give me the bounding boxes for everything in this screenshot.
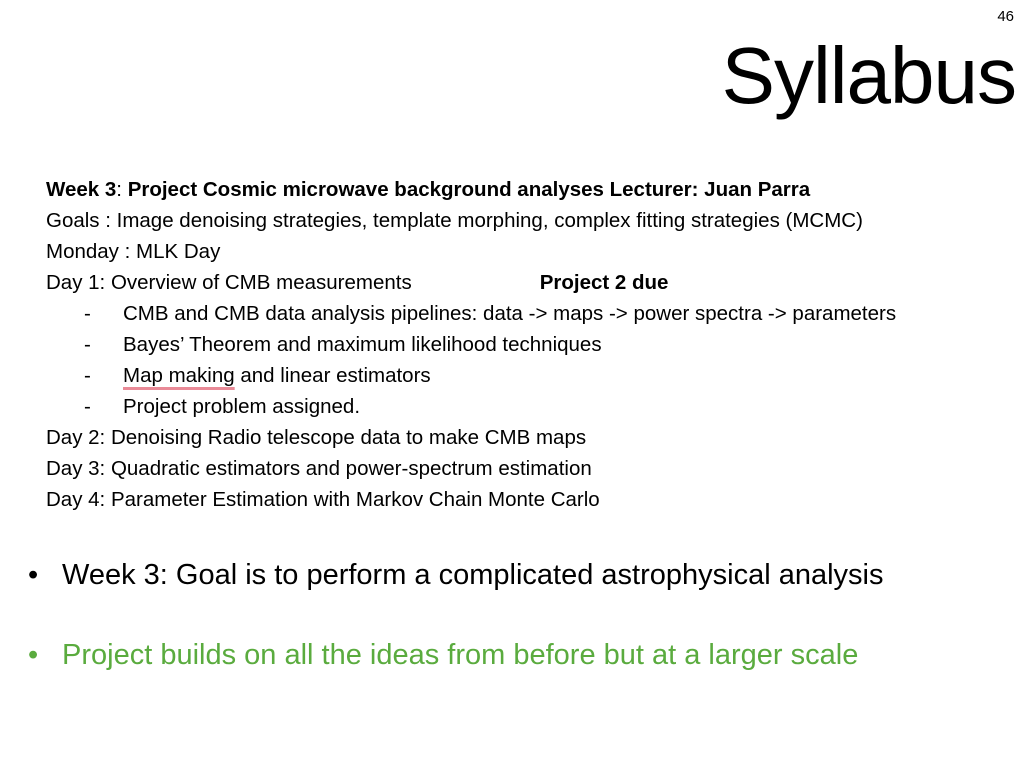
day1-sub-item-text: Bayes’ Theorem and maximum likelihood techniques <box>123 333 602 356</box>
bullet-text: Project builds on all the ideas from before but at a larger scale <box>62 639 859 671</box>
week-colon: : <box>116 178 128 201</box>
day1-line <box>46 269 1016 300</box>
day2-line: Day 2: Denoising Radio telescope data to make CMB maps <box>46 426 587 449</box>
day1-sub-item <box>46 362 1016 393</box>
slide-number: 46 <box>997 8 1014 25</box>
day3-line: Day 3: Quadratic estimators and power-spectrum estimation <box>46 457 592 480</box>
bullet-item-project <box>28 636 1018 674</box>
goals-line: Goals : Image denoising strategies, template morphing, complex fitting strategies (MCMC) <box>46 209 863 232</box>
dash-marker: - <box>84 395 91 418</box>
dash-marker: - <box>84 333 91 356</box>
spellcheck-underlined-text[interactable]: Map making <box>123 364 235 387</box>
day1-sub-item <box>46 300 1016 331</box>
dash-marker: - <box>84 302 91 325</box>
day1-sub-item-text: Project problem assigned. <box>123 395 361 418</box>
day1-sub-item <box>46 331 1016 362</box>
bullet-dot-icon: • <box>28 559 39 591</box>
day1-sub-item <box>46 393 1016 424</box>
monday-line: Monday : MLK Day <box>46 240 221 263</box>
week-label: Week 3 <box>46 178 117 201</box>
bullet-dot-icon: • <box>28 639 39 671</box>
syllabus-block <box>46 176 1016 517</box>
week-heading <box>46 176 1016 207</box>
day1-sub-item-text: and linear estimators <box>234 364 431 387</box>
week-title: Project Cosmic microwave background analyses Lecturer: Juan Parra <box>127 178 811 201</box>
bullet-item-goal <box>28 556 1018 594</box>
bullet-text: Week 3: Goal is to perform a complicated astrophysical analysis <box>62 559 884 591</box>
dash-marker: - <box>84 364 91 387</box>
project-due-label: Project 2 due <box>539 271 669 294</box>
day1-sub-item-text: CMB and CMB data analysis pipelines: data -> maps -> power spectra -> parameters <box>123 302 897 325</box>
bullet-list <box>28 556 1018 674</box>
slide-title: Syllabus <box>721 31 1016 120</box>
day1-text: Day 1: Overview of CMB measurements <box>46 271 412 294</box>
day4-line: Day 4: Parameter Estimation with Markov Chain Monte Carlo <box>46 488 600 511</box>
